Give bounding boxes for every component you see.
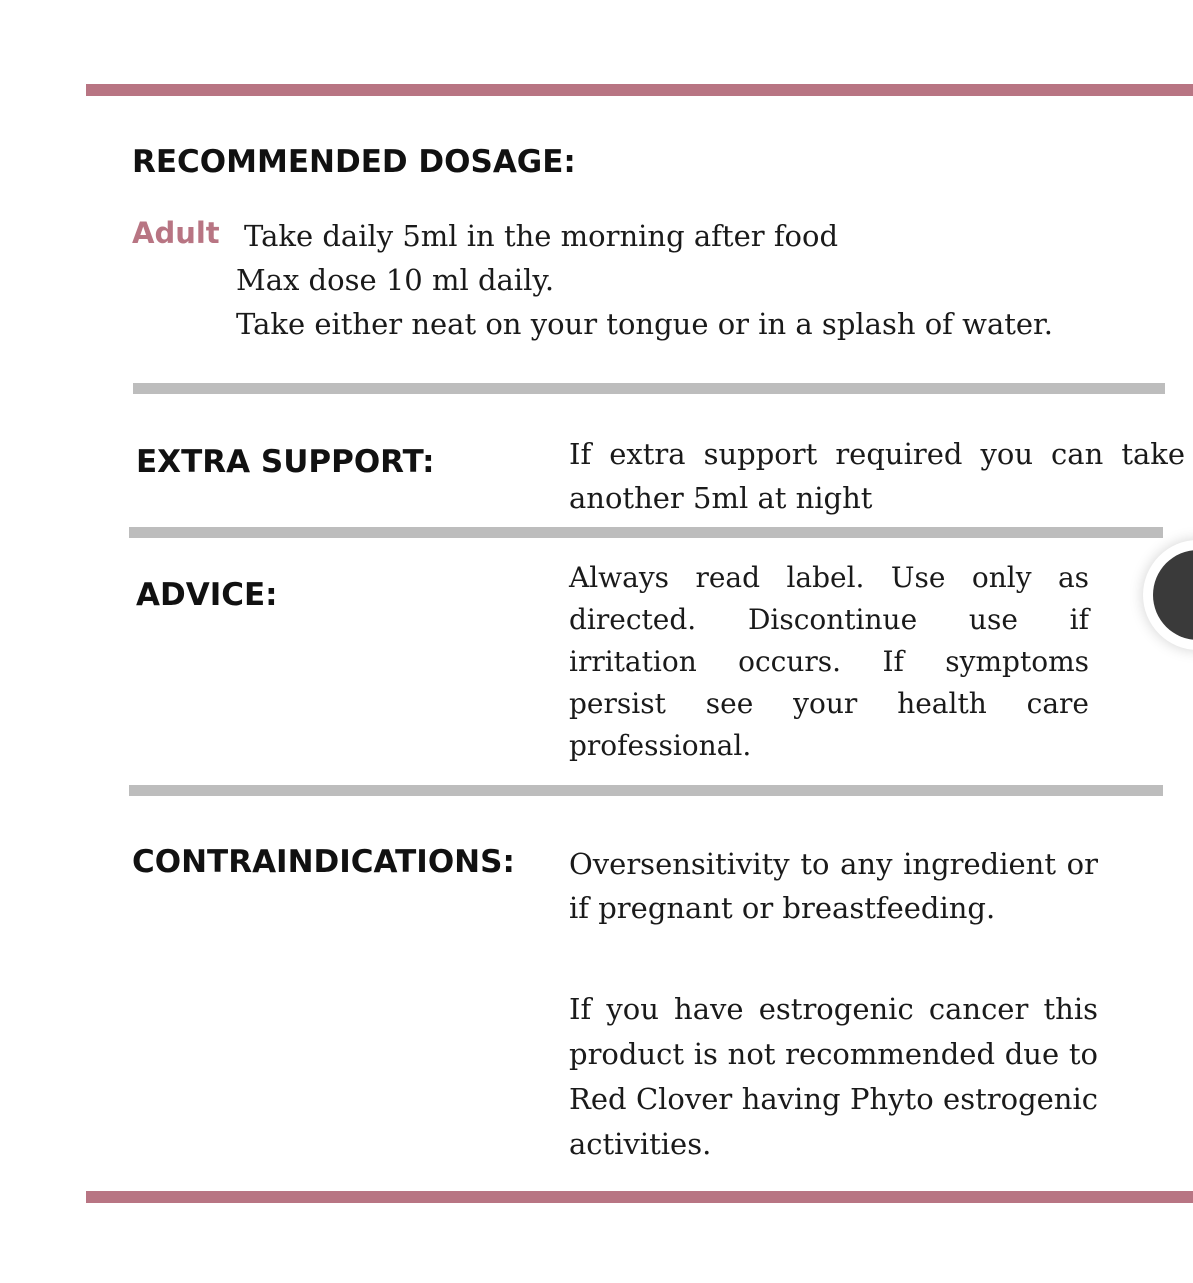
contraindications-paragraph: Oversensitivity to any ingredient or if pregnant or breastfeeding. <box>569 847 1098 925</box>
advice-heading: ADVICE: <box>136 577 278 613</box>
divider-dosage <box>133 383 1165 394</box>
contraindications-paragraph: If you have estrogenic cancer this product is not recommended due to Red Clover having Phyto estrogenic activities. <box>569 992 1098 1161</box>
extra-support-text: If extra support required you can take another 5ml at night <box>569 437 1185 515</box>
top-accent-rule <box>86 84 1193 96</box>
contraindications-heading: CONTRAINDICATIONS: <box>132 844 515 880</box>
extra-support-heading: EXTRA SUPPORT: <box>136 444 435 480</box>
advice-text: Always read label. Use only as directed. Discontinue use if irritation occurs. If symptoms persist see your health care professional. <box>569 561 1089 762</box>
dosage-line: Max dose 10 ml daily. <box>236 263 555 297</box>
floating-action-button[interactable] <box>1143 540 1193 650</box>
divider-extra-support <box>129 527 1163 538</box>
dosage-instructions <box>236 214 1136 346</box>
dosage-heading: RECOMMENDED DOSAGE: <box>132 144 576 180</box>
divider-advice <box>129 785 1163 796</box>
dosage-line: Take either neat on your tongue or in a splash of water. <box>236 307 1053 341</box>
button-icon <box>1153 550 1193 640</box>
bottom-accent-rule <box>86 1191 1193 1203</box>
audience-label: Adult <box>132 216 220 250</box>
dosage-line: Take daily 5ml in the morning after food <box>244 219 839 253</box>
